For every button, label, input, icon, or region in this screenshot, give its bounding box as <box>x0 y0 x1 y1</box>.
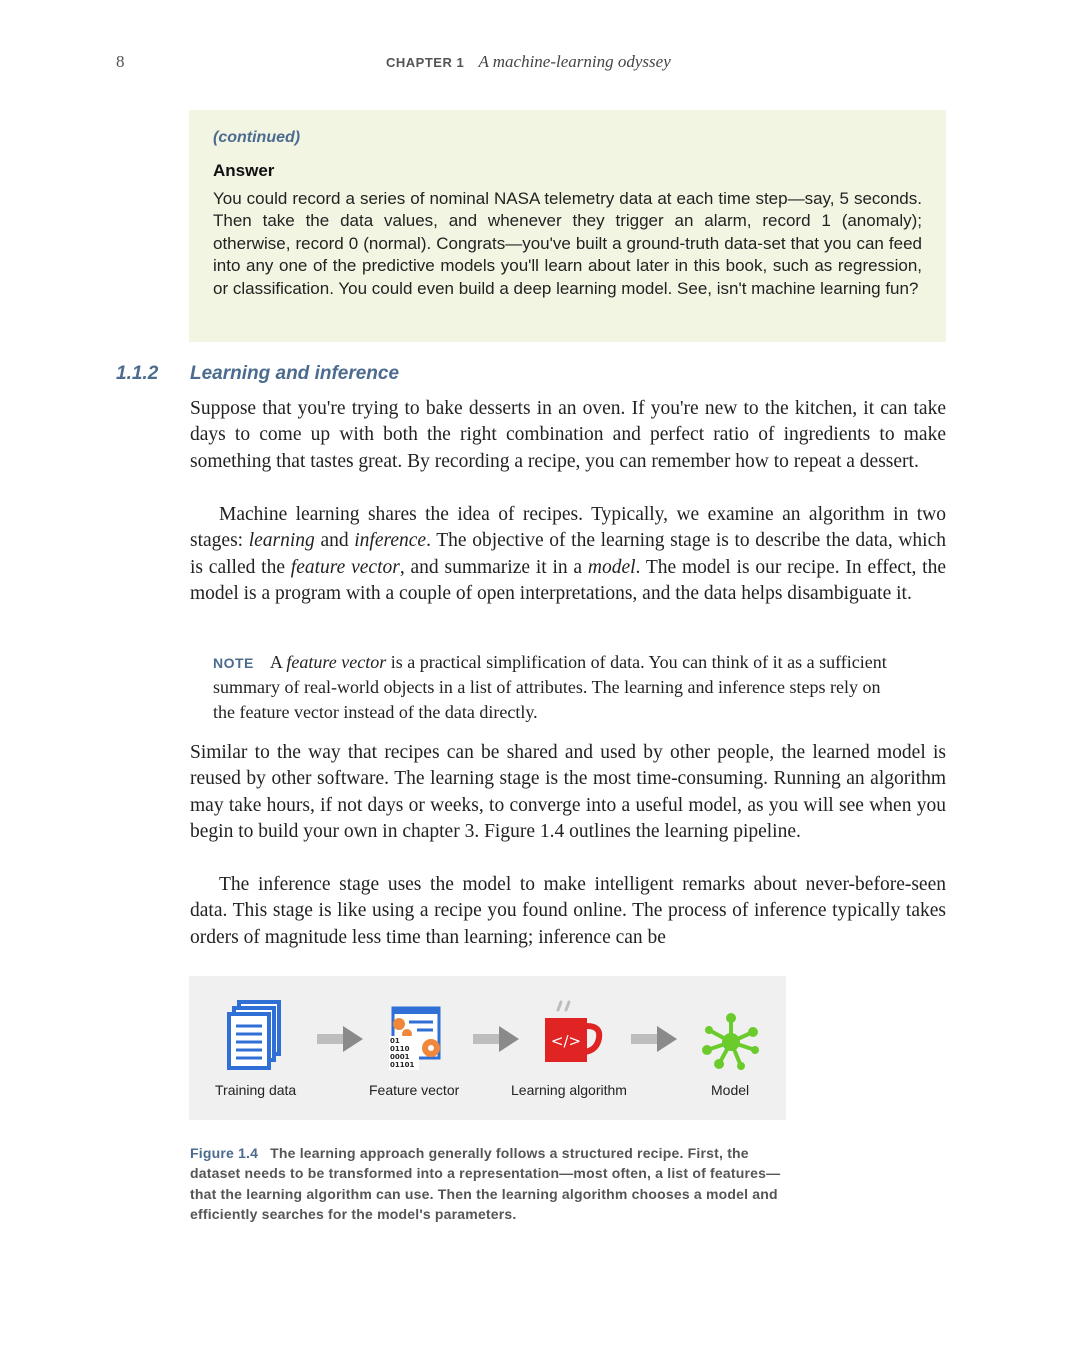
sidebar-continued: (continued) <box>213 129 301 146</box>
arrow-icon <box>317 1024 365 1054</box>
code-glyph: </> <box>550 1032 582 1050</box>
note-text-a: A <box>269 652 287 672</box>
chapter-title: A machine-learning odyssey <box>478 52 671 71</box>
coffee-code-icon <box>541 998 605 1070</box>
note-block <box>213 650 899 724</box>
binary-line-1: 01 <box>390 1037 400 1045</box>
p2-text-b: and <box>314 530 355 552</box>
sidebar-answer-text: You could record a series of nominal NASA telemetry data at each time step—say, 5 seconds. Then take the data values, and whenever they trigger an alarm, record 1 (anomaly); otherwise, record 0 (normal). Congrats—you've built a ground-truth data-set that you can feed into any one of the predictive models you'll learn about later in this book, such as regression, or classification. You could even build a deep learning model. See, isn't machine learning fun? <box>213 189 922 298</box>
feature-vector-icon <box>387 1004 449 1072</box>
sidebar-box <box>189 110 946 342</box>
p2-text-d: , and summarize it in a <box>399 556 588 578</box>
term-inference: inference <box>354 530 427 552</box>
network-icon <box>699 1010 763 1074</box>
note-term: feature vector <box>286 652 387 672</box>
arrow-icon <box>631 1024 679 1054</box>
p2-text-e: . The model is our recipe. In effect, the model is a program with a couple of open interpretations, and the data helps disambiguate it. <box>190 556 946 605</box>
chapter-label: CHAPTER 1 <box>386 55 465 70</box>
term-feature-vector: feature vector <box>290 556 400 578</box>
p2-text-c: . The objective of the learning stage is to describe the data, which is called the <box>190 530 947 578</box>
paragraph-inference-stage: The inference stage uses the model to make intelligent remarks about never-before-seen data. This stage is like using a recipe you found online. The process of inference typically takes orders of magnitude less time than learning; inference can be <box>190 874 946 948</box>
label-feature-vector: Feature vector <box>369 1082 460 1098</box>
running-head <box>386 52 671 72</box>
paragraph-learned-model: Similar to the way that recipes can be shared and used by other people, the learned model is reused by other software. The learning stage is the most time-consuming. Running an algorithm may take hours, if not days or weeks, to converge into a useful model, as you will see when you begin to build your own in chapter 3. Figure 1.4 outlines the learning pipeline. <box>190 742 946 843</box>
label-model: Model <box>711 1082 750 1098</box>
binary-line-2: 0110 <box>390 1045 410 1053</box>
paragraph-two-stages <box>190 502 946 608</box>
note-label: NOTE <box>213 655 254 671</box>
label-training-data: Training data <box>215 1082 297 1098</box>
paragraph-recipes-intro: Suppose that you're trying to bake desserts in an oven. If you're new to the kitchen, it can take days to come up with both the right combination and perfect ratio of ingredients to make something that tastes great. By recording a recipe, you can remember how to repeat a dessert. <box>190 398 946 472</box>
caption-label: Figure 1.4 <box>190 1145 259 1161</box>
arrow-icon <box>473 1024 521 1054</box>
section-title: Learning and inference <box>190 363 400 384</box>
figure-caption <box>190 1143 790 1225</box>
section-number: 1.1.2 <box>116 363 159 384</box>
p2-text-a: Machine learning shares the idea of recipes. Typically, we examine an algorithm in two stages: <box>190 504 946 552</box>
page-number: 8 <box>116 52 125 71</box>
term-learning: learning <box>248 530 315 552</box>
documents-icon <box>225 1000 287 1072</box>
label-learning-algorithm: Learning algorithm <box>511 1082 627 1098</box>
figure-learning-pipeline <box>189 976 786 1120</box>
sidebar-answer-heading: Answer <box>213 161 275 180</box>
binary-line-4: 01101 <box>390 1061 415 1069</box>
binary-line-3: 0001 <box>390 1053 410 1061</box>
term-model: model <box>587 556 636 578</box>
note-text-b: is a practical simplification of data. You can think of it as a sufficient summary of real-world objects in a list of attributes. The learning and inference steps rely on the feature vector instead of the data directly. <box>213 652 887 722</box>
caption-text: The learning approach generally follows a structured recipe. First, the dataset needs to be transformed into a representation—most often, a list of features—that the learning algorithm can use. Then the learning algorithm chooses a model and efficiently searches for the model's parameters. <box>190 1145 781 1223</box>
